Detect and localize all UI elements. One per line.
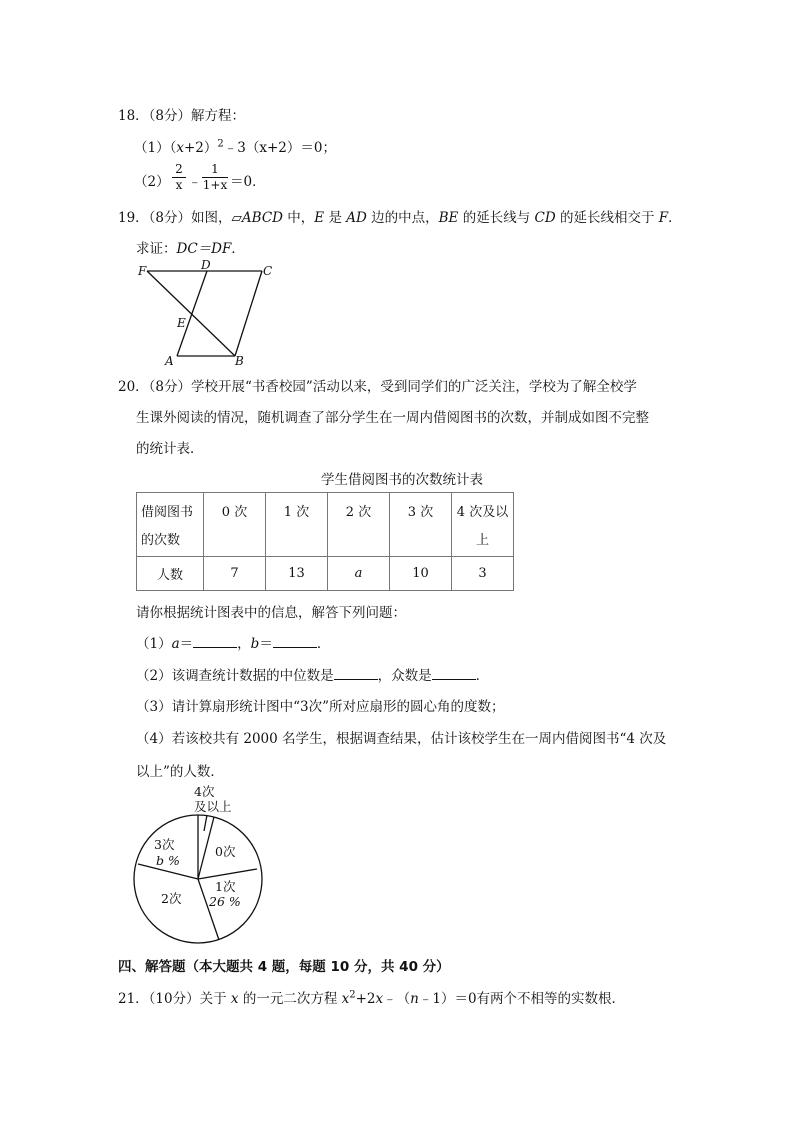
pie-radius: [198, 869, 257, 879]
table-cell: 7: [204, 557, 266, 591]
s2-b: ，众数是: [377, 668, 432, 684]
q21-x3: x: [375, 991, 384, 1007]
pie-radius: [198, 817, 214, 879]
table-header-cell: 3 次: [390, 493, 452, 557]
pie-leader-line: [204, 815, 207, 831]
q21-n: n: [410, 991, 419, 1007]
q20-prompt: 请你根据统计图表中的信息，解答下列问题：: [136, 605, 406, 621]
s1-end: ．: [316, 636, 331, 652]
label-C: C: [263, 264, 273, 278]
q20-line3: 的统计表．: [136, 441, 204, 457]
q19-l1d: 边的中点，: [366, 210, 439, 226]
segment-DA: [177, 271, 207, 356]
section-4-title: 四、解答题（本大题共 4 题，每题 10 分，共 40 分）: [118, 959, 450, 975]
pie-label-1-2: 26 %: [209, 894, 241, 909]
q19-l1g: ．: [668, 210, 682, 226]
q18-header: 18．（8分）解方程：: [118, 108, 246, 124]
q19-F: F: [658, 210, 669, 226]
table-cell: a: [328, 557, 390, 591]
q21-line: [118, 987, 625, 1007]
table-header-cell: 0 次: [204, 493, 266, 557]
q19-eq: DC＝DF: [176, 241, 232, 257]
table-cell: 10: [390, 557, 452, 591]
table-cell: 3: [452, 557, 514, 591]
q20-sub1: [136, 632, 330, 652]
q19-l1c: 是: [324, 210, 347, 226]
q18-frac1-num: 2: [172, 162, 186, 178]
pie-label-3-1: 3次: [154, 837, 175, 852]
q18-frac2-num: 1: [202, 162, 228, 178]
pie-label-3-2: b %: [156, 853, 180, 868]
header-label-line2: 的次数: [141, 533, 181, 548]
q18-part1: [134, 136, 336, 156]
q21-b: 的一元二次方程: [238, 991, 342, 1007]
q19-line1: [118, 206, 682, 226]
q21-e: ﹣1）＝0有两个不相等的实数根．: [418, 991, 626, 1007]
q21-d: ﹣（: [383, 991, 411, 1007]
s2-a: （2）该调查统计数据的中位数是: [136, 668, 334, 684]
q18-p1-rest: +2）: [183, 140, 218, 156]
s1-var-b: b: [250, 636, 260, 652]
q20-sub4-line2: 以上”的人数．: [136, 764, 224, 780]
q18-frac2-den: 1+x: [202, 178, 228, 192]
q21-exp: 2: [349, 989, 356, 1001]
answer-blank-mode: [432, 666, 476, 680]
q19-BE: BE: [438, 210, 459, 226]
s1-var-a: a: [171, 636, 180, 652]
q21-x2: x: [341, 991, 350, 1007]
q20-sub3: （3）请计算扇形统计图中“3次”所对应扇形的圆心角的度数；: [136, 699, 505, 715]
q20-line1: 20．（8分）学校开展“书香校园”活动以来，受到同学们的广泛关注，学校为了解全校学: [118, 379, 637, 395]
s1-label: （1）: [136, 636, 172, 652]
label-E: E: [177, 316, 186, 330]
q18-p1-label: （1）（: [134, 140, 177, 156]
answer-blank-b: [273, 634, 317, 648]
s1-eq-b: ＝: [259, 636, 273, 652]
row-label: 人数: [137, 557, 204, 591]
q19-line2: [136, 237, 245, 257]
q18-fraction-1: [172, 162, 186, 193]
table-cell: 13: [266, 557, 328, 591]
q20-line2: 生课外阅读的情况，随机调查了部分学生在一周内借阅图书的次数，并制成如图不完整: [136, 410, 649, 426]
q20-sub4-line1: （4）若该校共有 2000 名学生，根据调查结果，估计该校学生在一周内借阅图书“4 次及: [136, 731, 667, 747]
stats-table: [136, 492, 514, 591]
pie-label-4plus-2: 及以上: [194, 799, 232, 814]
q19-l1f: 的延长线相交于: [555, 210, 659, 226]
table-header-cell: 2 次: [328, 493, 390, 557]
q18-p2-label: （2）: [134, 174, 170, 190]
q18-p1-tail: ﹣3（x+2）＝0；: [223, 140, 336, 156]
q18-frac1-den: x: [175, 178, 183, 192]
table-header-cell: 1 次: [266, 493, 328, 557]
pie-chart: [128, 782, 278, 944]
table-header-cell: [452, 493, 514, 557]
label-A: A: [165, 354, 174, 368]
q18-minus: ﹣: [188, 174, 202, 190]
q19-l1b: 中，: [283, 210, 315, 226]
s2-end: ．: [475, 668, 490, 684]
pie-label-2: 2次: [161, 891, 182, 906]
last-col-line2: 上: [475, 533, 489, 548]
q19-l2a: 求证：: [136, 241, 177, 257]
pie-label-1-1: 1次: [215, 879, 236, 894]
q19-AD: AD: [346, 210, 367, 226]
answer-blank-median: [334, 666, 378, 680]
label-D: D: [201, 258, 211, 272]
label-F: F: [138, 264, 147, 278]
q20-sub2: [136, 664, 489, 684]
answer-blank-a: [193, 634, 237, 648]
q21-a: 21．（10分）关于: [118, 991, 231, 1007]
q19-l1e: 的延长线与: [458, 210, 535, 226]
q18-p2-tail: ＝0．: [230, 174, 266, 190]
table-row: [137, 493, 514, 557]
q19-l1a: 19．（8分）如图，: [118, 210, 232, 226]
q18-p1-exp: 2: [217, 138, 224, 150]
q19-figure: [130, 258, 280, 370]
q19-E: E: [314, 210, 325, 226]
segment-FB: [147, 271, 235, 356]
q21-x1: x: [230, 991, 239, 1007]
q21-c: +2: [355, 991, 376, 1007]
pie-label-0: 0次: [215, 844, 236, 859]
s1-eq-a: ＝: [179, 636, 194, 652]
q18-fraction-2: [202, 162, 228, 193]
s1-sep: ，: [237, 636, 251, 652]
table-header-label: [137, 493, 204, 557]
table-title: 学生借阅图书的次数统计表: [321, 472, 483, 488]
label-B: B: [235, 354, 244, 368]
header-label-line1: 借阅图书: [141, 505, 194, 520]
q18-p1-x: x: [176, 140, 184, 156]
q19-l2b: ．: [231, 241, 245, 257]
table-row: [137, 557, 514, 591]
q19-CD: CD: [534, 210, 556, 226]
q19-parallelogram: ▱ABCD: [231, 210, 283, 226]
pie-label-4plus-1: 4次: [194, 784, 215, 799]
last-col-line1: 4 次及以: [456, 505, 509, 520]
segment-BC: [235, 271, 262, 356]
